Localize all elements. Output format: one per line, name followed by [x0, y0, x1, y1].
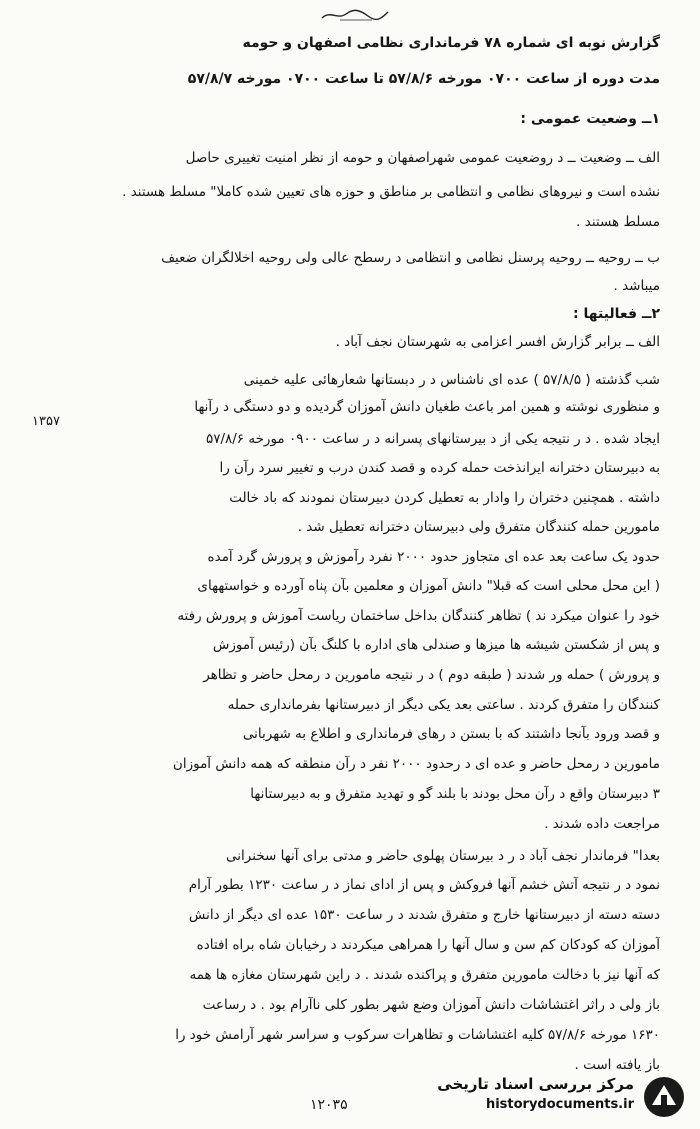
archive-watermark [416, 1073, 686, 1119]
text-line: دسته دسته از دبیرستانها خارج و متفرق شدند د ر ساعت ۱۵۳۰ عده ای دیگر از دانش [188, 907, 660, 923]
text-line: ( این محل محلی است که قبلا" دانش آموزان و معلمین بآن پناه آورده و خواستههای [197, 578, 660, 594]
text-line: آموزان که کودکان کم سن و سال آنها را همراهی میکردند د رخیابان شاه براه افتاده [196, 937, 660, 953]
text-line: کنندگان را متفرق کردند . ساعتی بعد یکی دیگر از دبیرستانها بفرمانداری حمله [227, 697, 660, 713]
text-line: داشته . همچنین دختران را وادار به تعطیل کردن دبیرستان نمودند که باد خالت [229, 490, 660, 506]
text-line: بعدا" فرماندار نجف آباد د ر د بیرستان پهلوی حاضر و مدتی برای آنها سخنرانی [226, 848, 660, 864]
text-line: الف ــ وضعیت ــ د روضعیت عمومی شهراصفهان و حومه از نظر امنیت تغییری حاصل [185, 150, 660, 166]
text-line: ۱۶۳۰ مورخه ۵۷/۸/۶ کلیه اغتشاشات و تظاهرات سرکوب و سراسر شهر آرامش خود را [175, 1027, 660, 1043]
text-line: و پرورش ) حمله ور شدند ( طبقه دوم ) د ر نتیجه مامورین د رمحل حاضر و تظاهر [203, 667, 660, 683]
text-line: الف ــ برابر گزارش افسر اعزامی به شهرستان نجف آباد . [335, 334, 660, 350]
text-line: ب ــ روحیه ــ روحیه پرسنل نظامی و انتظامی د رسطح عالی ولی روحیه اخلالگران ضعیف [161, 250, 660, 266]
handwritten-scribble [320, 8, 390, 22]
text-line: نشده است و نیروهای نظامی و انتظامی بر مناطق و حوزه های تعیین شده کاملا" مسلط هستند . [122, 184, 660, 200]
text-line: و پس از شکستن شیشه ها میزها و صندلی های اداره با کلنگ بآن (رئیس آموزش [212, 637, 660, 653]
document-title: گزارش نوبه ای شماره ۷۸ فرمانداری نظامی اصفهان و حومه [242, 35, 660, 51]
text-line: که آنها نیز با دخالت مامورین متفرق و پراکنده شدند . د راین شهرستان مغازه ها همه [189, 967, 660, 983]
text-line: نمود د ر نتیجه آتش خشم آنها فروکش و پس از ادای نماز د ر ساعت ۱۲۳۰ بطور آرام [188, 877, 660, 893]
watermark-title: مرکز بررسی اسناد تاریخی [437, 1075, 634, 1093]
text-line: و قصد ورود بآنجا داشتند که با بستن د رهای فرمانداری و اطلاع به شهربانی [242, 726, 660, 742]
text-line: مسلط هستند . [576, 214, 660, 230]
archive-logo-icon [642, 1075, 686, 1119]
text-line: مامورین حمله کنندگان متفرق ولی دبیرستان دخترانه تعطیل شد . [297, 519, 660, 535]
text-line: میباشد . [613, 278, 660, 294]
text-line: شب گذشته ( ۵۷/۸/۵ ) عده ای ناشناس د ر دبستانها شعارهائی علیه خمینی [243, 372, 660, 388]
section-1-heading: ۱ــ وضعیت عمومی : [520, 111, 660, 127]
section-2-heading: ۲ــ فعالیتها : [573, 306, 660, 322]
text-line: ایجاد شده . د ر نتیجه یکی از د بیرستانهای پسرانه د ر ساعت ۰۹۰۰ مورخه ۵۷/۸/۶ [205, 431, 660, 447]
report-period: مدت دوره از ساعت ۰۷۰۰ مورخه ۵۷/۸/۶ تا ساعت ۰۷۰۰ مورخه ۵۷/۸/۷ [187, 71, 660, 87]
text-line: ۳ دبیرستان واقع د رآن محل بودند با بلند گو و تهدید متفرق و به دبیرستانها [250, 786, 660, 802]
text-line: باز یافته است . [574, 1057, 660, 1073]
text-line: خود را عنوان میکرد ند ) تظاهر کنندگان بداخل ساختمان ریاست آموزش و پرورش رفته [177, 608, 660, 624]
stray-handwritten-mark: ۱۲۰۳۵ [310, 1097, 348, 1113]
text-line: به دبیرستان دخترانه ایرانذخت حمله کرده و قصد کندن درب و تغییر سرد رآن را [219, 460, 660, 476]
text-line: مامورین د رمحل حاضر و عده ای د رحدود ۲۰۰۰ نفر د رآن منطقه که همه دانش آموزان [172, 756, 660, 772]
margin-year-note: ۱۳۵۷ [32, 414, 60, 429]
text-line: و منظوری نوشته و همین امر باعث طغیان دانش آموزان گردیده و دو دستگی د رآنها [194, 399, 660, 415]
text-line: باز ولی د راثر اغتشاشات دانش آموزان وضع شهر بطور کلی ناآرام بود . د رساعت [202, 997, 660, 1013]
text-line: حدود یک ساعت بعد عده ای متجاوز حدود ۲۰۰۰ نفرد رآموزش و پرورش گرد آمده [207, 549, 660, 565]
watermark-url: historydocuments.ir [485, 1097, 634, 1112]
text-line: مراجعت داده شدند . [544, 816, 660, 832]
